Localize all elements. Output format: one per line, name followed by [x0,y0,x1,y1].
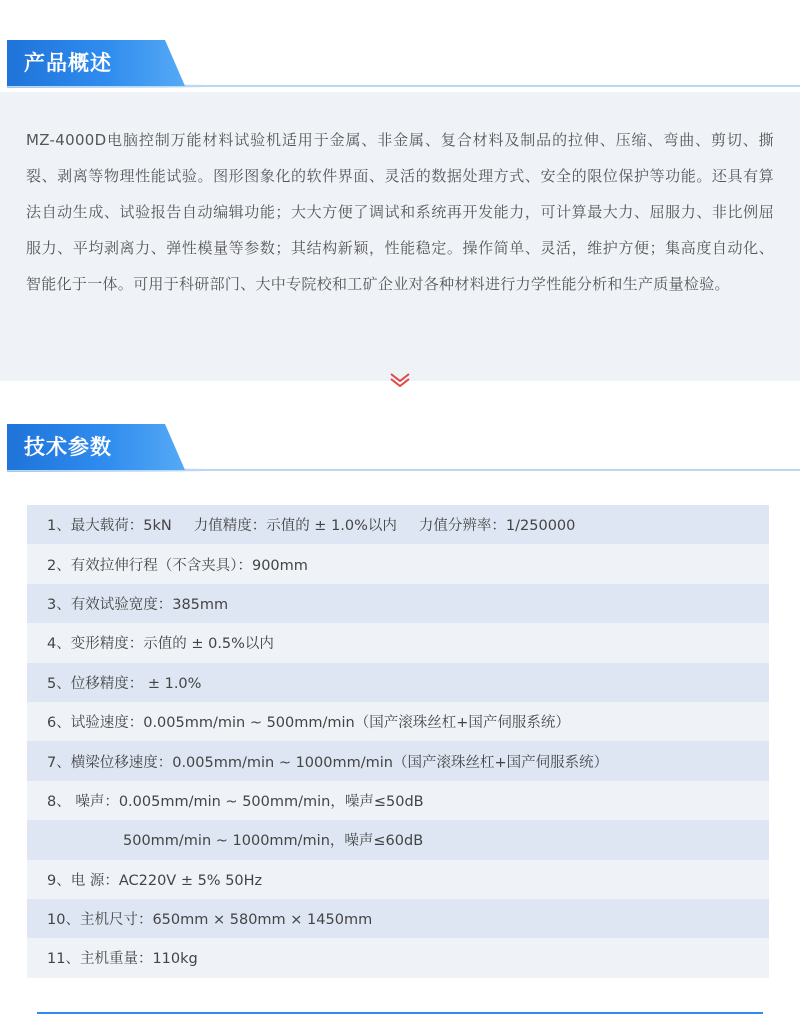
bottom-divider [37,1012,763,1014]
spec-text: 4、变形精度：示值的 ± 0.5%以内 [47,636,274,653]
spec-text: 力值分辨率：1/250000 [418,518,576,535]
overview-paragraph: MZ-4000D电脑控制万能材料试验机适用于金属、非金属、复合材料及制品的拉伸、压缩、弯曲、剪切、撕裂、剥离等物理性能试验。图形图象化的软件界面、灵活的数据处理方式、安全的限位保护等功能。还具有算法自动生成、试验报告自动编辑功能；大大方便了调试和系统再开发能力，可计算最大力、屈服力、非比例屈服力、平均剥离力、弹性模量等参数；其结构新颖，性能稳定。操作简单、灵活，维护方便；集高度自动化、智能化于一体。可用于科研部门、大中专院校和工矿企业对各种材料进行力学性能分析和生产质量检验。 [26,131,774,293]
overview-panel [0,92,800,381]
spec-text: 2、有效拉伸行程（不含夹具）：900mm [47,557,308,574]
spec-row-test-width [27,584,769,623]
spec-text: 力值精度：示值的 ± 1.0%以内 [193,518,397,535]
spec-row-noise-continued [27,820,769,859]
spec-row-tensile-stroke [27,544,769,583]
spec-text: 1、最大载荷：5kN [47,518,172,535]
spec-text: 11、主机重量：110kg [47,951,198,968]
double-chevron-down-icon[interactable] [389,371,411,389]
specs-title: 技术参数 [24,435,112,459]
spec-text: 8、 噪声：0.005mm/min ~ 500mm/min，噪声≤50dB [47,793,424,810]
spec-text: 9、电 源：AC220V ± 5% 50Hz [47,872,263,889]
spec-row-beam-speed [27,741,769,780]
spec-row-test-speed [27,702,769,741]
spec-row-power [27,860,769,899]
spec-row-deformation-accuracy [27,623,769,662]
spec-row-max-load [27,505,769,544]
spec-text: 7、横梁位移速度：0.005mm/min ~ 1000mm/min（国产滚珠丝杠+国产伺服系统） [47,754,609,771]
spec-text: 3、有效试验宽度：385mm [47,596,229,613]
spec-text: 500mm/min ~ 1000mm/min，噪声≤60dB [123,833,424,850]
spec-row-noise [27,781,769,820]
spec-row-weight [27,938,769,977]
overview-title: 产品概述 [24,51,112,75]
specs-table [27,505,769,978]
specs-section-header [0,424,800,472]
spec-text: 5、位移精度： ± 1.0% [47,675,202,692]
spec-row-displacement-accuracy [27,663,769,702]
spec-row-dimensions [27,899,769,938]
overview-section-header [0,40,800,88]
spec-text: 6、试验速度：0.005mm/min ~ 500mm/min（国产滚珠丝杠+国产伺服系统） [47,715,570,732]
spec-text: 10、主机尺寸：650mm × 580mm × 1450mm [47,912,373,929]
